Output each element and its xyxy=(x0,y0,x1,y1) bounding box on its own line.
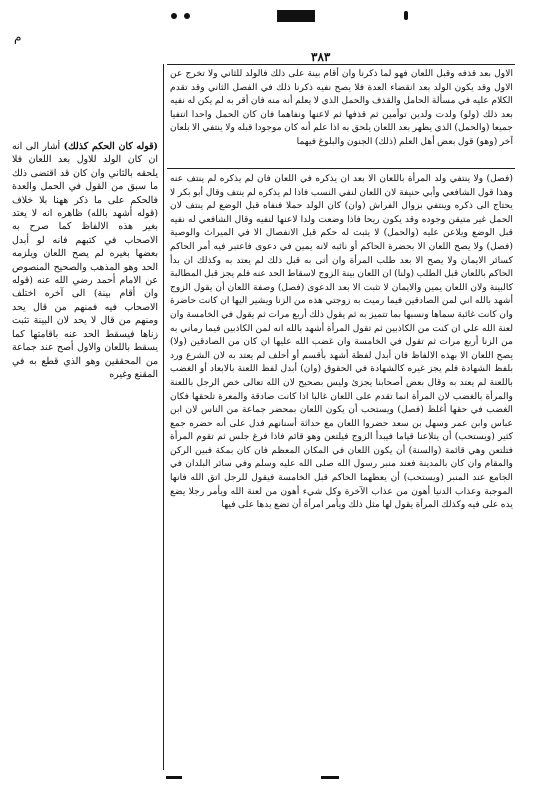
header-ornament-dot xyxy=(171,13,177,19)
header-ornament-mark xyxy=(404,11,408,20)
marginal-commentary-heading: (قوله كان الحكم كذلك) xyxy=(63,141,158,152)
header-ornament-bar xyxy=(277,10,315,22)
top-rule xyxy=(167,64,515,65)
marginal-commentary xyxy=(12,140,158,480)
corner-mark: م xyxy=(14,30,22,44)
footer-ornament-mark xyxy=(321,776,339,779)
main-text-upper: الاول بعد قذفه وقبل اللعان فهو لما ذكرنا وان أقام بينة على ذلك فالولد للثاني ولا تخرج عن الاول وقد يكون الولد بعد انقضاء العدة فلا يصح نفيه ذكرنا ذلك في الفصل الثاني وقد تقدم الكلام عليه في مسألة الحامل والقذف والحمل الذي لا يعلم أنه منه فان أقر به لم يكن له نفيه بعد ذلك (ولو) ولدت ولدين توأمين ثم قذفها ثم لاعنها ونفاهما فان كان الحمل واحدا انتفيا جميعا (والحمل) الذي يظهر بعد اللعان يلحق به اذا علم أنه كان موجودا قبله ولا ينتفي الا بلعان آخر (وهو) قول بعض أهل العلم (ذلك) الجنون والبلوغ فيهما xyxy=(170,68,513,147)
page-number: ٣٨٣ xyxy=(311,50,331,64)
footer-ornament-mark xyxy=(166,776,182,779)
section-divider-rule xyxy=(167,168,515,169)
margin-divider-rule xyxy=(163,64,164,770)
header-ornament-dot xyxy=(184,13,190,19)
marginal-commentary-text: أشار الى انه ان كان الولد للاول بعد اللعان فلا يلحقه بالثاني وان كان قد اقتضى ذلك ما سبق من القول في الحمل والعدة فالحكم على ما ذكر ههنا بلا خلاف (قوله أشهد بالله) ظاهره انه لا يعتد بغير هذه الالفاظ كما صرح به الاصحاب في كتبهم فانه لو أبدل بعضها بغيره لم يصح اللعان ويلزمه الحد وهو المذهب والصحيح المنصوص عن الامام أحمد رضي الله عنه (قوله وان أقام بينة) الى آخره اختلف الاصحاب فيه فمنهم من قال يحد ومنهم من قال لا يحد لان البينة تثبت زناها فيسقط الحد عنه باقامتها كما يسقط باللعان والاول أصح عند جماعة من المحققين وهو الذي قطع به في المقنع وغيره xyxy=(12,141,158,380)
main-text-lower: (فصل) ولا ينتفي ولد المرأة باللعان الا بعد ان يذكره في اللعان فان لم يذكره لم ينتف عنه وهذا قول الشافعي وأبي حنيفة لان اللعان لنفي النسب فاذا لم يذكره لم ينتف وقال أبو بكر لا يحتاج الى ذكره وينتفي بزوال الفراش (وان) كان الولد حملا فنفاه قبل الوضع لم ينتف لان الحمل غير متيقن وجوده وقد يكون ريحا فاذا وضعت ولدا لاعنها لنفيه وقال الشافعي له نفيه قبل الوضع ويلاعن عليه (والحمل) لا يثبت له حكم قبل الانفصال الا في الميراث والوصية (فصل) ولا يصح اللعان الا بحضرة الحاكم أو نائبه لانه يمين في دعوى فاعتبر فيه أمر الحاكم كسائر الايمان ولا يصح الا بعد طلب المرأة وان أتى به قبل ذلك لم يعتد به وكذلك ان بدأ الحاكم باللعان قبل الطلب (ولنا) ان اللعان بينة الزوج لاسقاط الحد عنه فلم يجز قبل المطالبة كالبينة ولان اللعان يمين والايمان لا تثبت الا بعد الدعوى (فصل) وصفة اللعان أن يقول الزوج أشهد بالله اني لمن الصادقين فيما رميت به زوجتي هذه من الزنا ويشير اليها ان كانت حاضرة وان كانت غائبة سماها ونسبها بما تتميز به ثم يقول ذلك أربع مرات ثم يقول في الخامسة وان لعنة الله علي ان كنت من الكاذبين ثم تقول المرأة أشهد بالله انه لمن الكاذبين فيما رماني به من الزنا أربع مرات ثم تقول في الخامسة وان غضب الله عليها ان كان من الصادقين (ولا) يصح اللعان الا بهذه الالفاظ فان أبدل لفظة أشهد بأقسم أو أحلف لم يعتد به لان الشرع ورد بلفظ الشهادة فلم يجز غيره كالشهادة في الحقوق (وان) أبدل لفظ اللعنة بالابعاد أو الغضب باللعنة لم يعتد به وقال بعض أصحابنا يجزئ وليس بصحيح لان الله تعالى خص الرجل باللعنة والمرأة بالغضب لان المرأة انما تقدم على اللعان غالبا اذا كانت صادقة والمعرة تلحقها فكان الغضب في حقها أغلظ (فصل) ويستحب أن يكون اللعان بمحضر جماعة من الناس لان ابن عباس وابن عمر وسهل بن سعد حضروا اللعان مع حداثة أسنانهم فدل على أنه حضره جمع كثير (ويستحب) أن يتلاعنا قياما فيبدأ الزوج فيلتعن وهو قائم فاذا فرغ جلس ثم تقوم المرأة فتلتعن وهي قائمة (والسنة) أن يكون اللعان في المكان المعظم فان كان بمكة فبين الركن والمقام وان كان بالمدينة فعند منبر رسول الله صلى الله عليه وسلم وفي سائر البلدان في الجامع عند المنبر (ويستحب) أن يعظهما الحاكم قبل الخامسة فيقول للرجل اتق الله فانها الموجبة وعذاب الدنيا أهون من عذاب الآخرة وكل شيء أهون من لعنة الله ويأمر رجلا يضع يده على فيه وكذلك المرأة يقول لها مثل ذلك ويأمر امرأة أن تضع يدها على فيها xyxy=(170,173,513,511)
